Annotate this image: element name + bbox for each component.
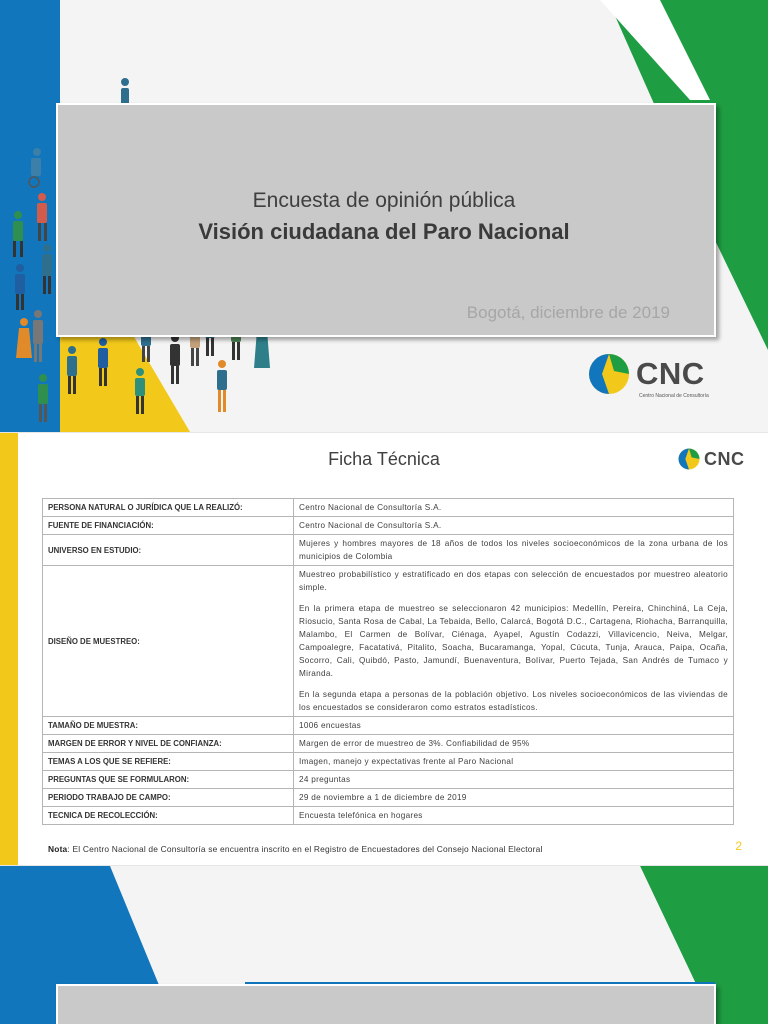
footnote [48, 844, 543, 854]
row-value: Encuesta telefónica en hogares [294, 807, 734, 825]
sampling-paragraph: Muestreo probabilístico y estratificado en dos etapas con selección de encuestados por muestreo aleatorio simple. [299, 570, 728, 592]
row-value: Centro Nacional de Consultoría S.A. [294, 517, 734, 535]
cnc-logo-icon [588, 353, 630, 395]
row-label: TECNICA DE RECOLECCIÓN: [43, 807, 294, 825]
row-value: Imagen, manejo y expectativas frente al Paro Nacional [294, 753, 734, 771]
row-value: Centro Nacional de Consultoría S.A. [294, 499, 734, 517]
page-number: 2 [735, 839, 742, 853]
row-label: TEMAS A LOS QUE SE REFIERE: [43, 753, 294, 771]
table-row [43, 566, 734, 717]
table-row [43, 771, 734, 789]
cnc-logo [588, 353, 705, 395]
cnc-logo-caption: Centro Nacional de Consultoría [639, 393, 709, 399]
cnc-logo-text: CNC [636, 356, 705, 391]
row-label: PERIODO TRABAJO DE CAMPO: [43, 789, 294, 807]
row-label: MARGEN DE ERROR Y NIVEL DE CONFIANZA: [43, 735, 294, 753]
row-value: 24 preguntas [294, 771, 734, 789]
row-value: 1006 encuestas [294, 717, 734, 735]
row-label: TAMAÑO DE MUESTRA: [43, 717, 294, 735]
table-row [43, 807, 734, 825]
table-row [43, 517, 734, 535]
row-label: FUENTE DE FINANCIACIÓN: [43, 517, 294, 535]
ficha-title: Ficha Técnica [328, 449, 440, 469]
footnote-text: : El Centro Nacional de Consultoría se encuentra inscrito en el Registro de Encuestadores del Consejo Nacional Electoral [67, 844, 543, 854]
cover-slide [0, 0, 768, 432]
row-value: Margen de error de muestreo de 3%. Confiabilidad de 95% [294, 735, 734, 753]
table-row [43, 717, 734, 735]
cnc-logo-small [678, 448, 745, 470]
row-value [294, 566, 734, 717]
survey-subtitle: Visión ciudadana del Paro Nacional [198, 219, 570, 244]
title-box [56, 984, 716, 1024]
table-row [43, 535, 734, 566]
table-row [43, 735, 734, 753]
survey-title: Encuesta de opinión pública [252, 189, 516, 212]
row-label: PREGUNTAS QUE SE FORMULARON: [43, 771, 294, 789]
row-value: 29 de noviembre a 1 de diciembre de 2019 [294, 789, 734, 807]
next-slide-partial [0, 866, 768, 1024]
cnc-logo-small-icon [678, 448, 700, 470]
date-location: Bogotá, diciembre de 2019 [466, 303, 670, 322]
table-row [43, 789, 734, 807]
yellow-side-bar [0, 433, 18, 865]
sampling-paragraph: En la segunda etapa a personas de la población objetivo. Los niveles socioeconómicos de las viviendas de los encuestados se consideraron como estratos estadísticos. [299, 690, 728, 712]
table-row [43, 499, 734, 517]
table-row [43, 753, 734, 771]
technical-sheet-table [42, 498, 734, 825]
cnc-logo-small-text: CNC [704, 448, 745, 469]
footnote-label: Nota [48, 844, 68, 854]
row-label: DISEÑO DE MUESTREO: [43, 566, 294, 717]
row-label: PERSONA NATURAL O JURÍDICA QUE LA REALIZÓ: [43, 499, 294, 517]
row-label: UNIVERSO EN ESTUDIO: [43, 535, 294, 566]
technical-sheet-slide [0, 433, 768, 865]
sampling-paragraph: En la primera etapa de muestreo se seleccionaron 42 municipios: Medellín, Pereira, Chinchiná, La Ceja, Riosucio, Santa Rosa de Cabal, La Tebaida, Bello, Calarcá, Bogotá D.C., Cartagena, Riohacha, Barranquilla, Malambo, El Carmen de Bolívar, Ciénaga, Ayapel, Agustín Codazzi, Villavicencio, Neiva, Melgar, Campoalegre, Facatativá, Pitalito, Soacha, Bucaramanga, Yopal, Cúcuta, Tunja, Arauca, Paipa, Ocaña, Socorro, Cali, Quibdó, Pasto, Jamundí, Buenaventura, Bolívar, Puerto Tejada, San Andrés de Tumaco y Miranda. [299, 604, 728, 678]
row-value: Mujeres y hombres mayores de 18 años de todos los niveles socioeconómicos de la zona urbana de los municipios de Colombia [294, 535, 734, 566]
